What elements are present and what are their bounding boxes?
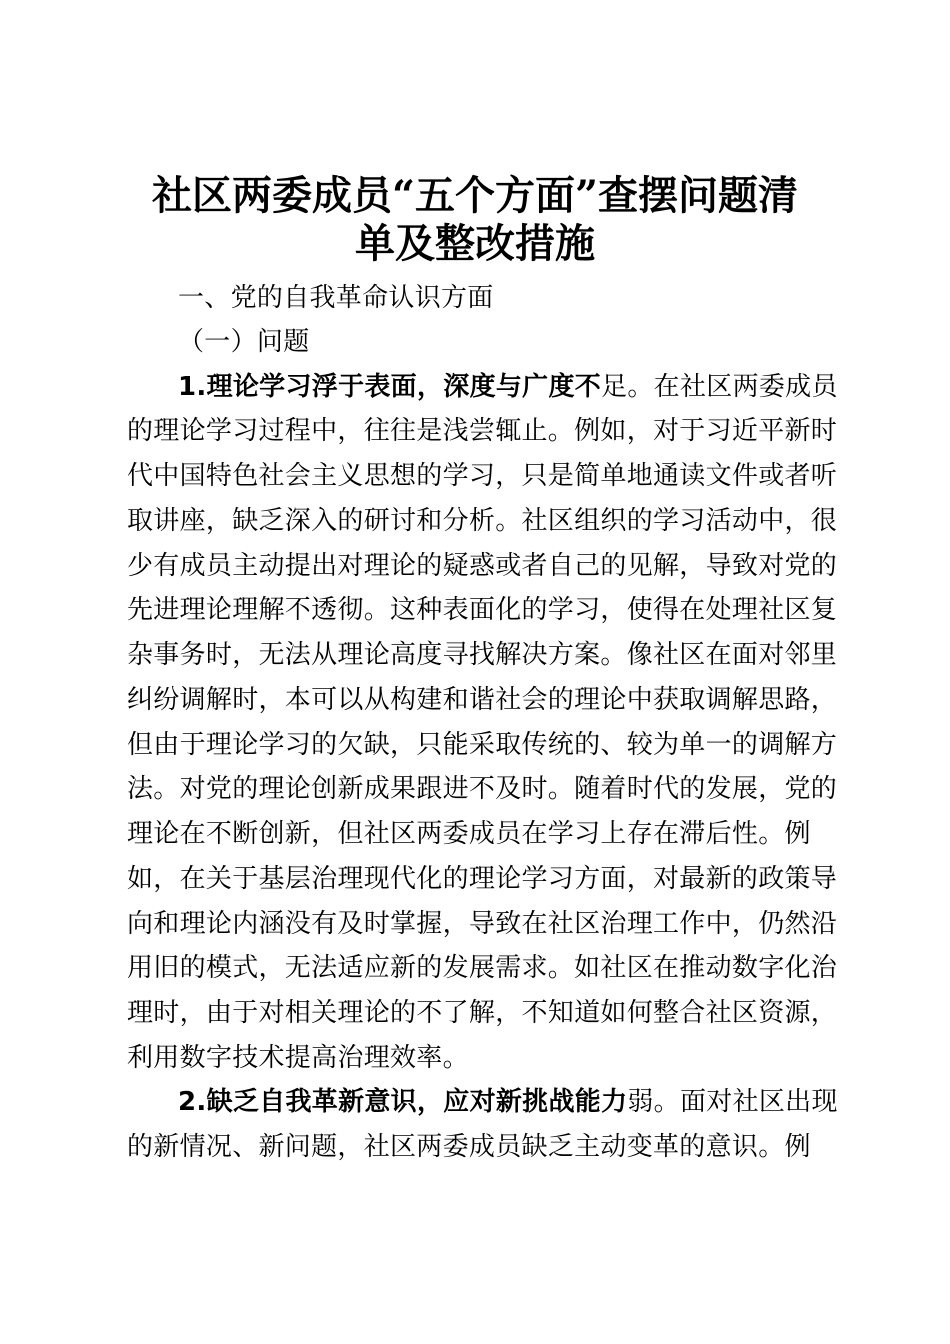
subsection-heading: （一）问题 [178, 327, 310, 357]
paragraph-2-bold-lead: 2.缺乏自我革新意识，应对新挑战能力 [178, 1087, 628, 1117]
paragraph-line: 但由于理论学习的欠缺，只能采取传统的、较为单一的调解方 [127, 730, 838, 760]
paragraph-line: 少有成员主动提出对理论的疑惑或者自己的见解，导致对党的 [127, 551, 838, 581]
section-heading: 一、党的自我革命认识方面 [178, 283, 494, 313]
paragraph-line: 的新情况、新问题，社区两委成员缺乏主动变革的意识。例 [127, 1132, 811, 1162]
paragraph-line: 代中国特色社会主义思想的学习，只是简单地通读文件或者听 [127, 461, 838, 491]
paragraph-line: 法。对党的理论创新成果跟进不及时。随着时代的发展，党的 [127, 774, 838, 804]
paragraph-2-lead [178, 1086, 878, 1118]
paragraph-1-bold-lead: 1.理论学习浮于表面，深度与广度不 [178, 372, 602, 402]
document-title-line-2: 单及整改措施 [355, 220, 595, 267]
paragraph-line: 的理论学习过程中，往往是浅尝辄止。例如，对于习近平新时 [127, 416, 838, 446]
paragraph-line: 如，在关于基层治理现代化的理论学习方面，对最新的政策导 [127, 864, 838, 894]
paragraph-line: 取讲座，缺乏深入的研讨和分析。社区组织的学习活动中，很 [127, 506, 838, 536]
paragraph-line: 利用数字技术提高治理效率。 [127, 1043, 469, 1073]
document-title-line-1: 社区两委成员“五个方面”查摆问题清 [151, 172, 798, 219]
paragraph-line: 先进理论理解不透彻。这种表面化的学习，使得在处理社区复 [127, 595, 838, 625]
paragraph-line: 杂事务时，无法从理论高度寻找解决方案。像社区在面对邻里 [127, 640, 838, 670]
paragraph-line: 理论在不断创新，但社区两委成员在学习上存在滞后性。例 [127, 819, 811, 849]
paragraph-2-lead-tail: 弱。面对社区出现 [627, 1087, 838, 1117]
paragraph-line: 纠纷调解时，本可以从构建和谐社会的理论中获取调解思路， [127, 685, 838, 715]
paragraph-1-lead [178, 371, 878, 403]
paragraph-line: 用旧的模式，无法适应新的发展需求。如社区在推动数字化治 [127, 953, 838, 983]
paragraph-1-lead-tail: 足。在社区两委成员 [601, 372, 838, 402]
paragraph-line: 向和理论内涵没有及时掌握，导致在社区治理工作中，仍然沿 [127, 909, 838, 939]
paragraph-line: 理时，由于对相关理论的不了解，不知道如何整合社区资源， [127, 998, 838, 1028]
